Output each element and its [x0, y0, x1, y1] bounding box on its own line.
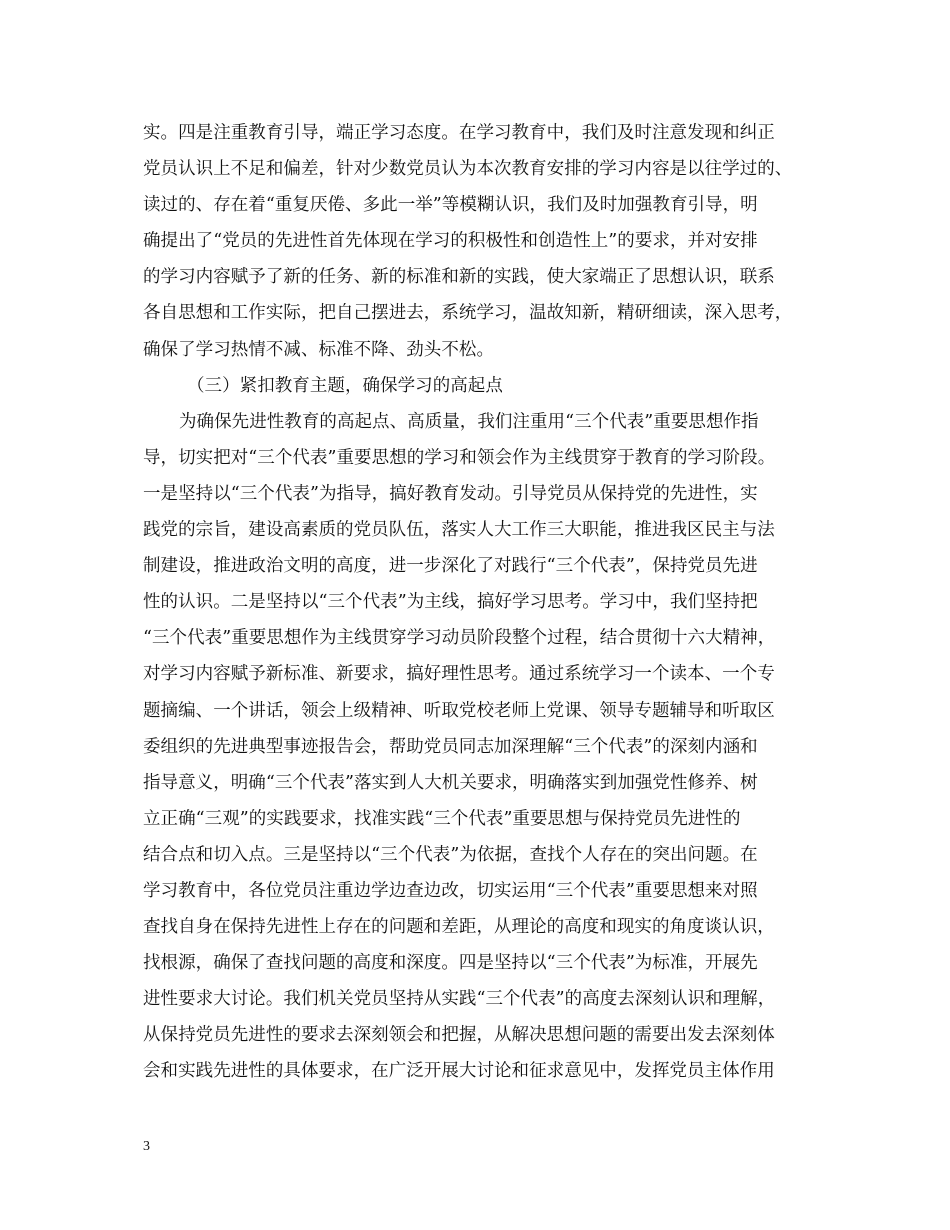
text-line: 查找自身在保持先进性上存在的问题和差距，从理论的高度和现实的角度谈认识，: [143, 917, 775, 938]
text-line: 实。四是注重教育引导，端正学习态度。在学习教育中，我们及时注意发现和纠正: [143, 123, 775, 143]
paragraph-first-line: 为确保先进性教育的高起点、高质量，我们注重用“三个代表”重要思想作指: [179, 411, 759, 432]
text-line: “三个代表”重要思想作为主线贯穿学习动员阶段整个过程，结合贯彻十六大精神，: [143, 628, 776, 649]
text-line: 的学习内容赋予了新的任务、新的标准和新的实践，使大家端正了思想认识，联系: [143, 267, 775, 288]
text-line: 各自思想和工作实际，把自己摆进去，系统学习，温故知新，精研细读，深入思考，: [143, 303, 793, 324]
text-line: 践党的宗旨，建设高素质的党员队伍，落实人大工作三大职能，推进我区民主与法: [143, 520, 775, 541]
text-line: 对学习内容赋予新标准、新要求，搞好理性思考。通过系统学习一个读本、一个专: [143, 664, 775, 685]
text-line: 读过的、存在着“重复厌倦、多此一举”等模糊认识，我们及时加强教育引导，明: [143, 195, 758, 216]
text-line: 性的认识。二是坚持以“三个代表”为主线，搞好学习思考。学习中，我们坚持把: [143, 592, 758, 613]
text-line: 确保了学习热情不减、标准不降、劲头不松。: [143, 339, 494, 360]
text-line: 立正确“三观”的实践要求，找准实践“三个代表”重要思想与保持党员先进性的: [143, 808, 741, 829]
text-line: 一是坚持以“三个代表”为指导，搞好教育发动。引导党员从保持党的先进性，实: [143, 483, 758, 504]
section-heading: （三）紧扣教育主题，确保学习的高起点: [187, 375, 503, 396]
text-line: 党员认识上不足和偏差，针对少数党员认为本次教育安排的学习内容是以往学过的、: [143, 159, 793, 180]
text-line: 找根源，确保了查找问题的高度和深度。四是坚持以“三个代表”为标准，开展先: [143, 953, 758, 974]
text-line: 确提出了“党员的先进性首先体现在学习的积极性和创造性上”的要求，并对安排: [143, 231, 758, 252]
text-line: 委组织的先进典型事迹报告会，帮助党员同志加深理解“三个代表”的深刻内涵和: [143, 736, 758, 757]
text-line: 制建设，推进政治文明的高度，进一步深化了对践行“三个代表”，保持党员先进: [143, 556, 758, 577]
page-number: 3: [143, 1139, 150, 1154]
text-line: 指导意义，明确“三个代表”落实到人大机关要求，明确落实到加强党性修养、树: [143, 772, 758, 793]
text-line: 导，切实把对“三个代表”重要思想的学习和领会作为主线贯穿于教育的学习阶段。: [143, 447, 776, 468]
text-line: 学习教育中，各位党员注重边学边查边改，切实运用“三个代表”重要思想来对照: [143, 880, 758, 901]
text-line: 进性要求大讨论。我们机关党员坚持从实践“三个代表”的高度去深刻认识和理解，: [143, 989, 776, 1010]
text-line: 题摘编、一个讲话，领会上级精神、听取党校老师上党课、领导专题辅导和听取区: [143, 700, 775, 721]
text-line: 结合点和切入点。三是坚持以“三个代表”为依据，查找个人存在的突出问题。在: [143, 844, 758, 865]
text-line: 会和实践先进性的具体要求，在广泛开展大讨论和征求意见中，发挥党员主体作用: [143, 1061, 775, 1082]
body-text: [143, 115, 823, 1090]
text-line: 从保持党员先进性的要求去深刻领会和把握，从解决思想问题的需要出发去深刻体: [143, 1025, 775, 1046]
